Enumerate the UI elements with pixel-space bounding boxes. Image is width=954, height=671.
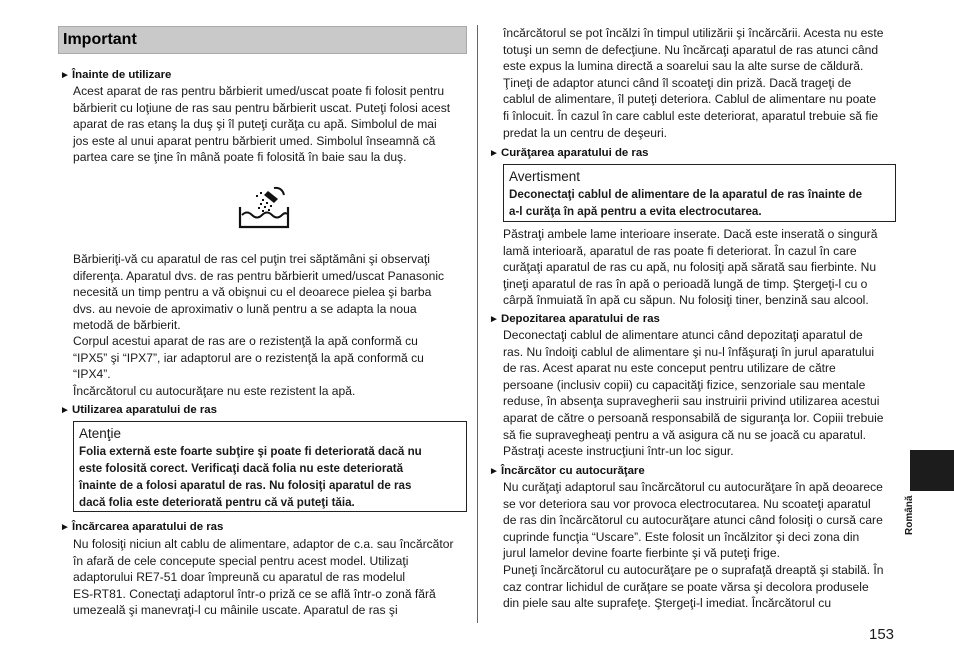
paragraph-intro: Acest aparat de ras pentru bărbierit umed/uscat poate fi folosit pentru bărbierit cu loţiune de ras sau pentru bărbierit uscat. Puteţi folosi acest aparat de ras etanş la duş şi îl puteţi curăţa cu apă. Simbolul de mai jos este al unui aparat pentru bărbierit umed. Simbolul înseamnă că partea care se ţine în mână poate fi folosită în baie sau la duş.	[73, 84, 451, 165]
subheading-before-use: ► Înainte de utilizare	[60, 69, 172, 81]
caution-text: Folia externă este foarte subţire şi poate fi deteriorată dacă nu este folosită corect. Verificaţi dacă folia nu este deteriorată înainte de a folosi aparatul de ras. Nu folosiţi aparatul de ras dacă folia este deteriorată pentru că vă puteţi tăia.	[79, 445, 422, 509]
paragraph-charger-placement: Puneţi încărcătorul cu autocurăţare pe o suprafaţă dreaptă şi stabilă. În caz contrar lichidul de curăţare se poate vărsa şi decolora produsele din piele sau alte suprafeţe. Ştergeţi-l imediat. Încărcătorul cu	[503, 563, 884, 611]
paragraph-shave-three-weeks: Bărbieriţi-vă cu aparatul de ras cel puţin trei săptămâni şi observaţi diferenţa. Aparatul dvs. de ras pentru bărbierit umed/uscat Panasonic necesită un timp pentru a vă obişnui cu el deoarece pielea şi barba dvs. au nevoie de aproximativ o lună pentru a se adapta la noua metodă de bărbierit.	[73, 252, 445, 333]
paragraph-storage: Deconectaţi cablul de alimentare atunci când depozitaţi aparatul de ras. Nu îndoiţi cablul de alimentare şi nu-l înfăşuraţi în jurul aparatului de ras. Acest aparat nu este conceput pentru utilizare de către persoane (inclusiv copii) cu capacităţi fizice, senzoriale sau mentale reduse, în absenţa supravegherii sau instruirii privind utilizarea acestui aparat de către o persoană responsabilă de siguranţa lor. Copiii trebuie să fie supravegheaţi pentru a vă asigura că nu se joacă cu aparatul. Păstraţi aceste instrucţiuni într-un loc sigur.	[503, 328, 884, 459]
arrow-icon: ►	[489, 314, 499, 325]
warning-box	[503, 164, 896, 222]
shower-bath-icon-svg	[238, 185, 290, 229]
page-number: 153	[869, 626, 895, 643]
column-divider	[477, 25, 478, 623]
paragraph-charger-not-waterproof: Încărcătorul cu autocurăţare nu este rezistent la apă.	[73, 384, 356, 398]
subheading-charging: ► Încărcarea aparatului de ras	[60, 521, 224, 533]
paragraph-charging: Nu folosiţi niciun alt cablu de alimentare, adaptor de c.a. sau încărcător în afară de cele concepute special pentru acest model. Utilizaţi adaptorului RE7-51 doar împreună cu aparatul de ras modelul ES-RT81. Conectaţi adaptorul într-o priză ce se află într-o zonă fără umezeală şi manevraţi-l cu mâinile uscate. Aparatul de ras şi	[73, 537, 454, 618]
arrow-icon: ►	[60, 405, 70, 416]
paragraph-cleaning: Păstraţi ambele lame interioare inserate. Dacă este inserată o singură lamă interioară, aparatul de ras poate fi deteriorat. În cazul în care curăţaţi aparatul de ras cu apă, nu folosiţi apă sărată sau fierbinte. Nu ţineţi aparatul de ras în apă o perioadă lungă de timp. Ştergeţi-l cu o cârpă înmuiată în apă cu săpun. Nu folosiţi tiner, benzină sau alcool.	[503, 227, 878, 308]
section-header-bar	[58, 26, 467, 54]
arrow-icon: ►	[489, 466, 499, 477]
paragraph-water-resistance: Corpul acestui aparat de ras are o rezistenţă la apă conformă cu “IPX5” şi “IPX7”, iar adaptorul are o rezistenţă la apă conformă cu “IPX4”.	[73, 334, 424, 382]
section-title: Important	[63, 31, 137, 48]
shower-bath-icon	[238, 185, 290, 234]
warning-text: Deconectaţi cablul de alimentare de la aparatul de ras înainte de a-l curăţa în apă pentru a evita electrocutarea.	[509, 188, 863, 218]
language-tab	[910, 450, 954, 491]
paragraph-charger-warning: Nu curăţaţi adaptorul sau încărcătorul cu autocurăţare în apă deoarece se vor deteriora sau vor provoca electrocutarea. Nu scoateţi aparatul de ras din încărcătorul cu autocurăţare atunci când folosiţi o cursă care cuprinde funcţia “Uscare”. Este folosit un încălzitor şi deci zona din jurul lamelor devine foarte fierbinte şi vă puteţi frige.	[503, 480, 883, 561]
arrow-icon: ►	[489, 148, 499, 159]
caution-box	[73, 421, 467, 512]
subheading-storage: ► Depozitarea aparatului de ras	[489, 313, 660, 325]
arrow-icon: ►	[60, 522, 70, 533]
warning-title: Avertisment	[509, 169, 581, 184]
subheading-self-cleaning-charger: ► Încărcător cu autocurăţare	[489, 465, 645, 477]
subheading-using-shaver: ► Utilizarea aparatului de ras	[60, 404, 217, 416]
subheading-cleaning: ► Curăţarea aparatului de ras	[489, 147, 649, 159]
arrow-icon: ►	[60, 70, 70, 81]
caution-title: Atenţie	[79, 426, 122, 441]
language-label: Română	[904, 495, 915, 535]
paragraph-charging-continued: încărcătorul se pot încălzi în timpul utilizării şi încărcării. Acesta nu este totuşi un semn de defecţiune. Nu încărcaţi aparatul de ras atunci când este expus la lumina directă a soarelui sau la alte surse de căldură. Ţineţi de adaptor atunci când îl scoateţi din priză. Dacă trageţi de cablul de alimentare, îl puteţi deteriora. Cablul de alimentare nu poate fi înlocuit. În cazul în care cablul este deteriorat, aparatul trebuie să fie predat la un centru de deşeuri.	[503, 26, 884, 140]
